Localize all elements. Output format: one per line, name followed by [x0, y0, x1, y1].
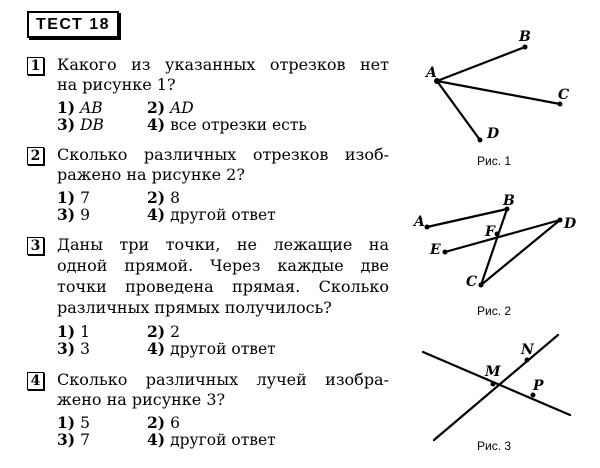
point-label: P	[533, 378, 544, 394]
option: 1) 5	[57, 413, 90, 432]
point-label: A	[414, 214, 425, 230]
option: 2) 6	[147, 413, 180, 432]
question-text: жено на рисунке 3?	[57, 390, 226, 409]
segment-ad	[437, 81, 480, 140]
point-label: D	[564, 216, 577, 232]
question-text: одной прямой. Через каждые две	[57, 256, 389, 275]
segment-ab-2	[427, 209, 507, 227]
point-label: C	[558, 87, 570, 103]
question-text: различных прямых получилось?	[57, 298, 332, 317]
segment-ab	[437, 47, 525, 81]
point-label: C	[466, 274, 478, 290]
segment-ac	[437, 81, 560, 104]
point-label: B	[519, 29, 531, 45]
option: 4) другой ответ	[147, 339, 276, 358]
question-number: 1	[27, 57, 44, 75]
question-text: Сколько различных лучей изобра-	[57, 370, 389, 389]
point-label: F	[485, 224, 495, 240]
figure-caption: Рис. 2	[477, 304, 512, 318]
option: 4) все отрезки есть	[147, 115, 307, 134]
question-text: Сколько различных отрезков изоб-	[57, 145, 389, 164]
question-number: 3	[27, 237, 44, 255]
option: 3) 9	[57, 205, 90, 224]
option: 3) DB	[57, 115, 104, 134]
point-label: N	[521, 342, 534, 358]
option: 2) 2	[147, 322, 180, 341]
option: 3) 3	[57, 339, 90, 358]
test-title: ТЕСТ 18	[27, 11, 119, 38]
option: 2) AD	[147, 98, 194, 117]
question-number: 4	[27, 372, 44, 390]
option: 1) 1	[57, 322, 90, 341]
option: 1) AB	[57, 98, 103, 117]
point-label: E	[430, 242, 441, 258]
point-label: D	[487, 126, 500, 142]
option: 4) другой ответ	[147, 205, 276, 224]
option: 2) 8	[147, 188, 180, 207]
option: 4) другой ответ	[147, 430, 276, 449]
question-text: ражено на рисунке 2?	[57, 165, 245, 184]
option: 3) 7	[57, 430, 90, 449]
question-text: Какого из указанных отрезков нет	[57, 55, 389, 74]
figure-caption: Рис. 3	[477, 439, 512, 453]
point-label: M	[485, 364, 501, 380]
figure-caption: Рис. 1	[477, 154, 512, 168]
question-number: 2	[27, 147, 44, 165]
line-1	[423, 352, 570, 415]
question-text: Даны три точки, не лежащие на	[57, 235, 389, 254]
question-text: на рисунке 1?	[57, 75, 176, 94]
point-label: B	[503, 193, 515, 209]
question-text: точки проведена прямая. Сколько	[57, 277, 389, 296]
point-label: A	[426, 65, 437, 81]
option: 1) 7	[57, 188, 90, 207]
